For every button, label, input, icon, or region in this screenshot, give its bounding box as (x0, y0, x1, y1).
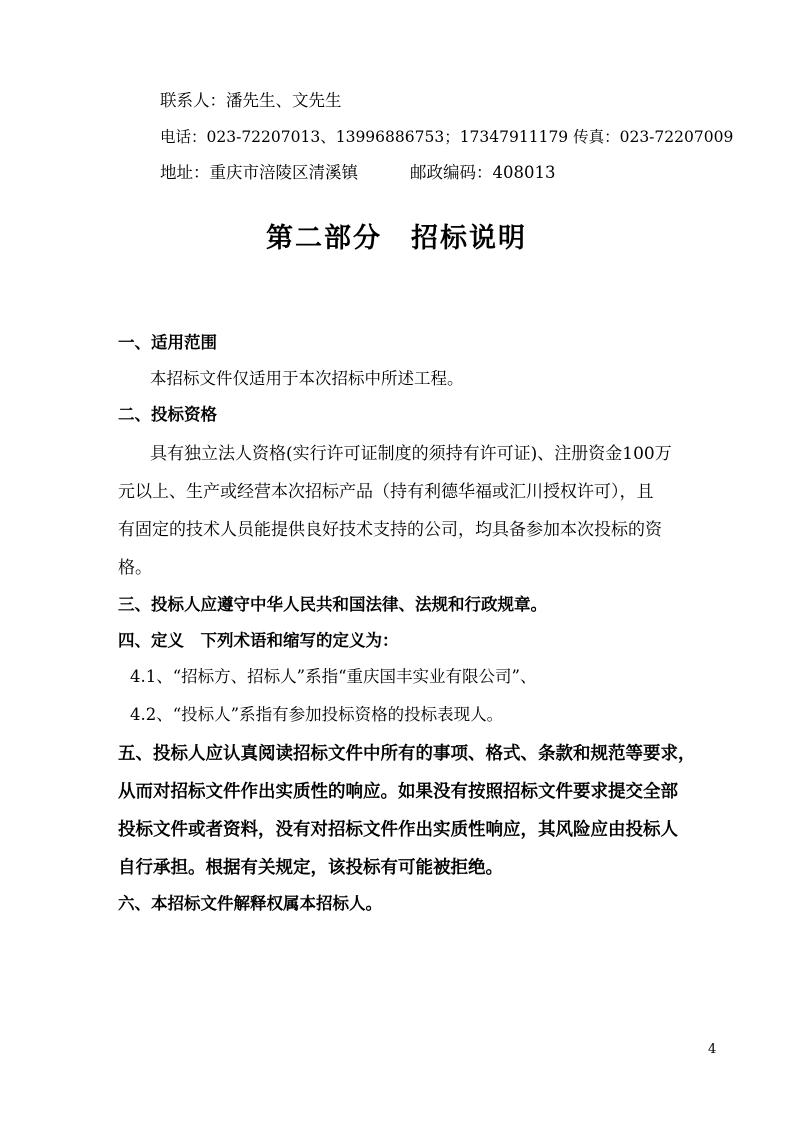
section-4-item: 4.2、“投标人”系指有参加投标资格的投标表现人。 (130, 705, 504, 724)
section-1-text: 本招标文件仅适用于本次招标中所述工程。 (150, 369, 464, 388)
section-1-heading: 一、适用范围 (118, 333, 217, 352)
section-4-item: 4.1、“招标方、招标人”系指“重庆国丰实业有限公司”、 (130, 667, 537, 686)
contact-phone: 电话：023-72207013、13996886753；17347911179 传真：023-72207009 (160, 128, 734, 146)
section-2-heading: 二、投标资格 (118, 405, 217, 424)
section-2-line: 有固定的技术人员能提供良好技术支持的公司，均具备参加本次投标的资 (118, 520, 662, 540)
part-title: 第二部分 招标说明 (266, 223, 527, 254)
section-2-line: 元以上、生产或经营本次招标产品（持有利德华福或汇川授权许可），且 (118, 482, 654, 502)
section-6-heading: 六、本招标文件解释权属本招标人。 (118, 894, 382, 913)
section-5-line: 投标文件或者资料，没有对招标文件作出实质性响应，其风险应由投标人 (118, 820, 678, 840)
section-2-line: 具有独立法人资格(实行许可证制度的须持有许可证)、注册资金100万 (150, 444, 672, 464)
section-5-line: 从而对招标文件作出实质性的响应。如果没有按照招标文件要求提交全部 (118, 782, 678, 802)
section-3-heading: 三、投标人应遵守中华人民共和国法律、法规和行政规章。 (118, 595, 547, 614)
section-4-heading: 四、定义 下列术语和缩写的定义为： (118, 631, 399, 650)
contact-postcode: 邮政编码：408013 (410, 163, 556, 182)
contact-person: 联系人：潘先生、文先生 (160, 91, 342, 110)
contact-address: 地址：重庆市涪陵区清溪镇 (160, 163, 358, 182)
section-5-line: 自行承担。根据有关规定，该投标有可能被拒绝。 (118, 858, 503, 878)
page-number: 4 (708, 1042, 717, 1057)
section-2-line: 格。 (118, 558, 152, 578)
section-5-line: 五、投标人应认真阅读招标文件中所有的事项、格式、条款和规范等要求， (118, 744, 696, 764)
